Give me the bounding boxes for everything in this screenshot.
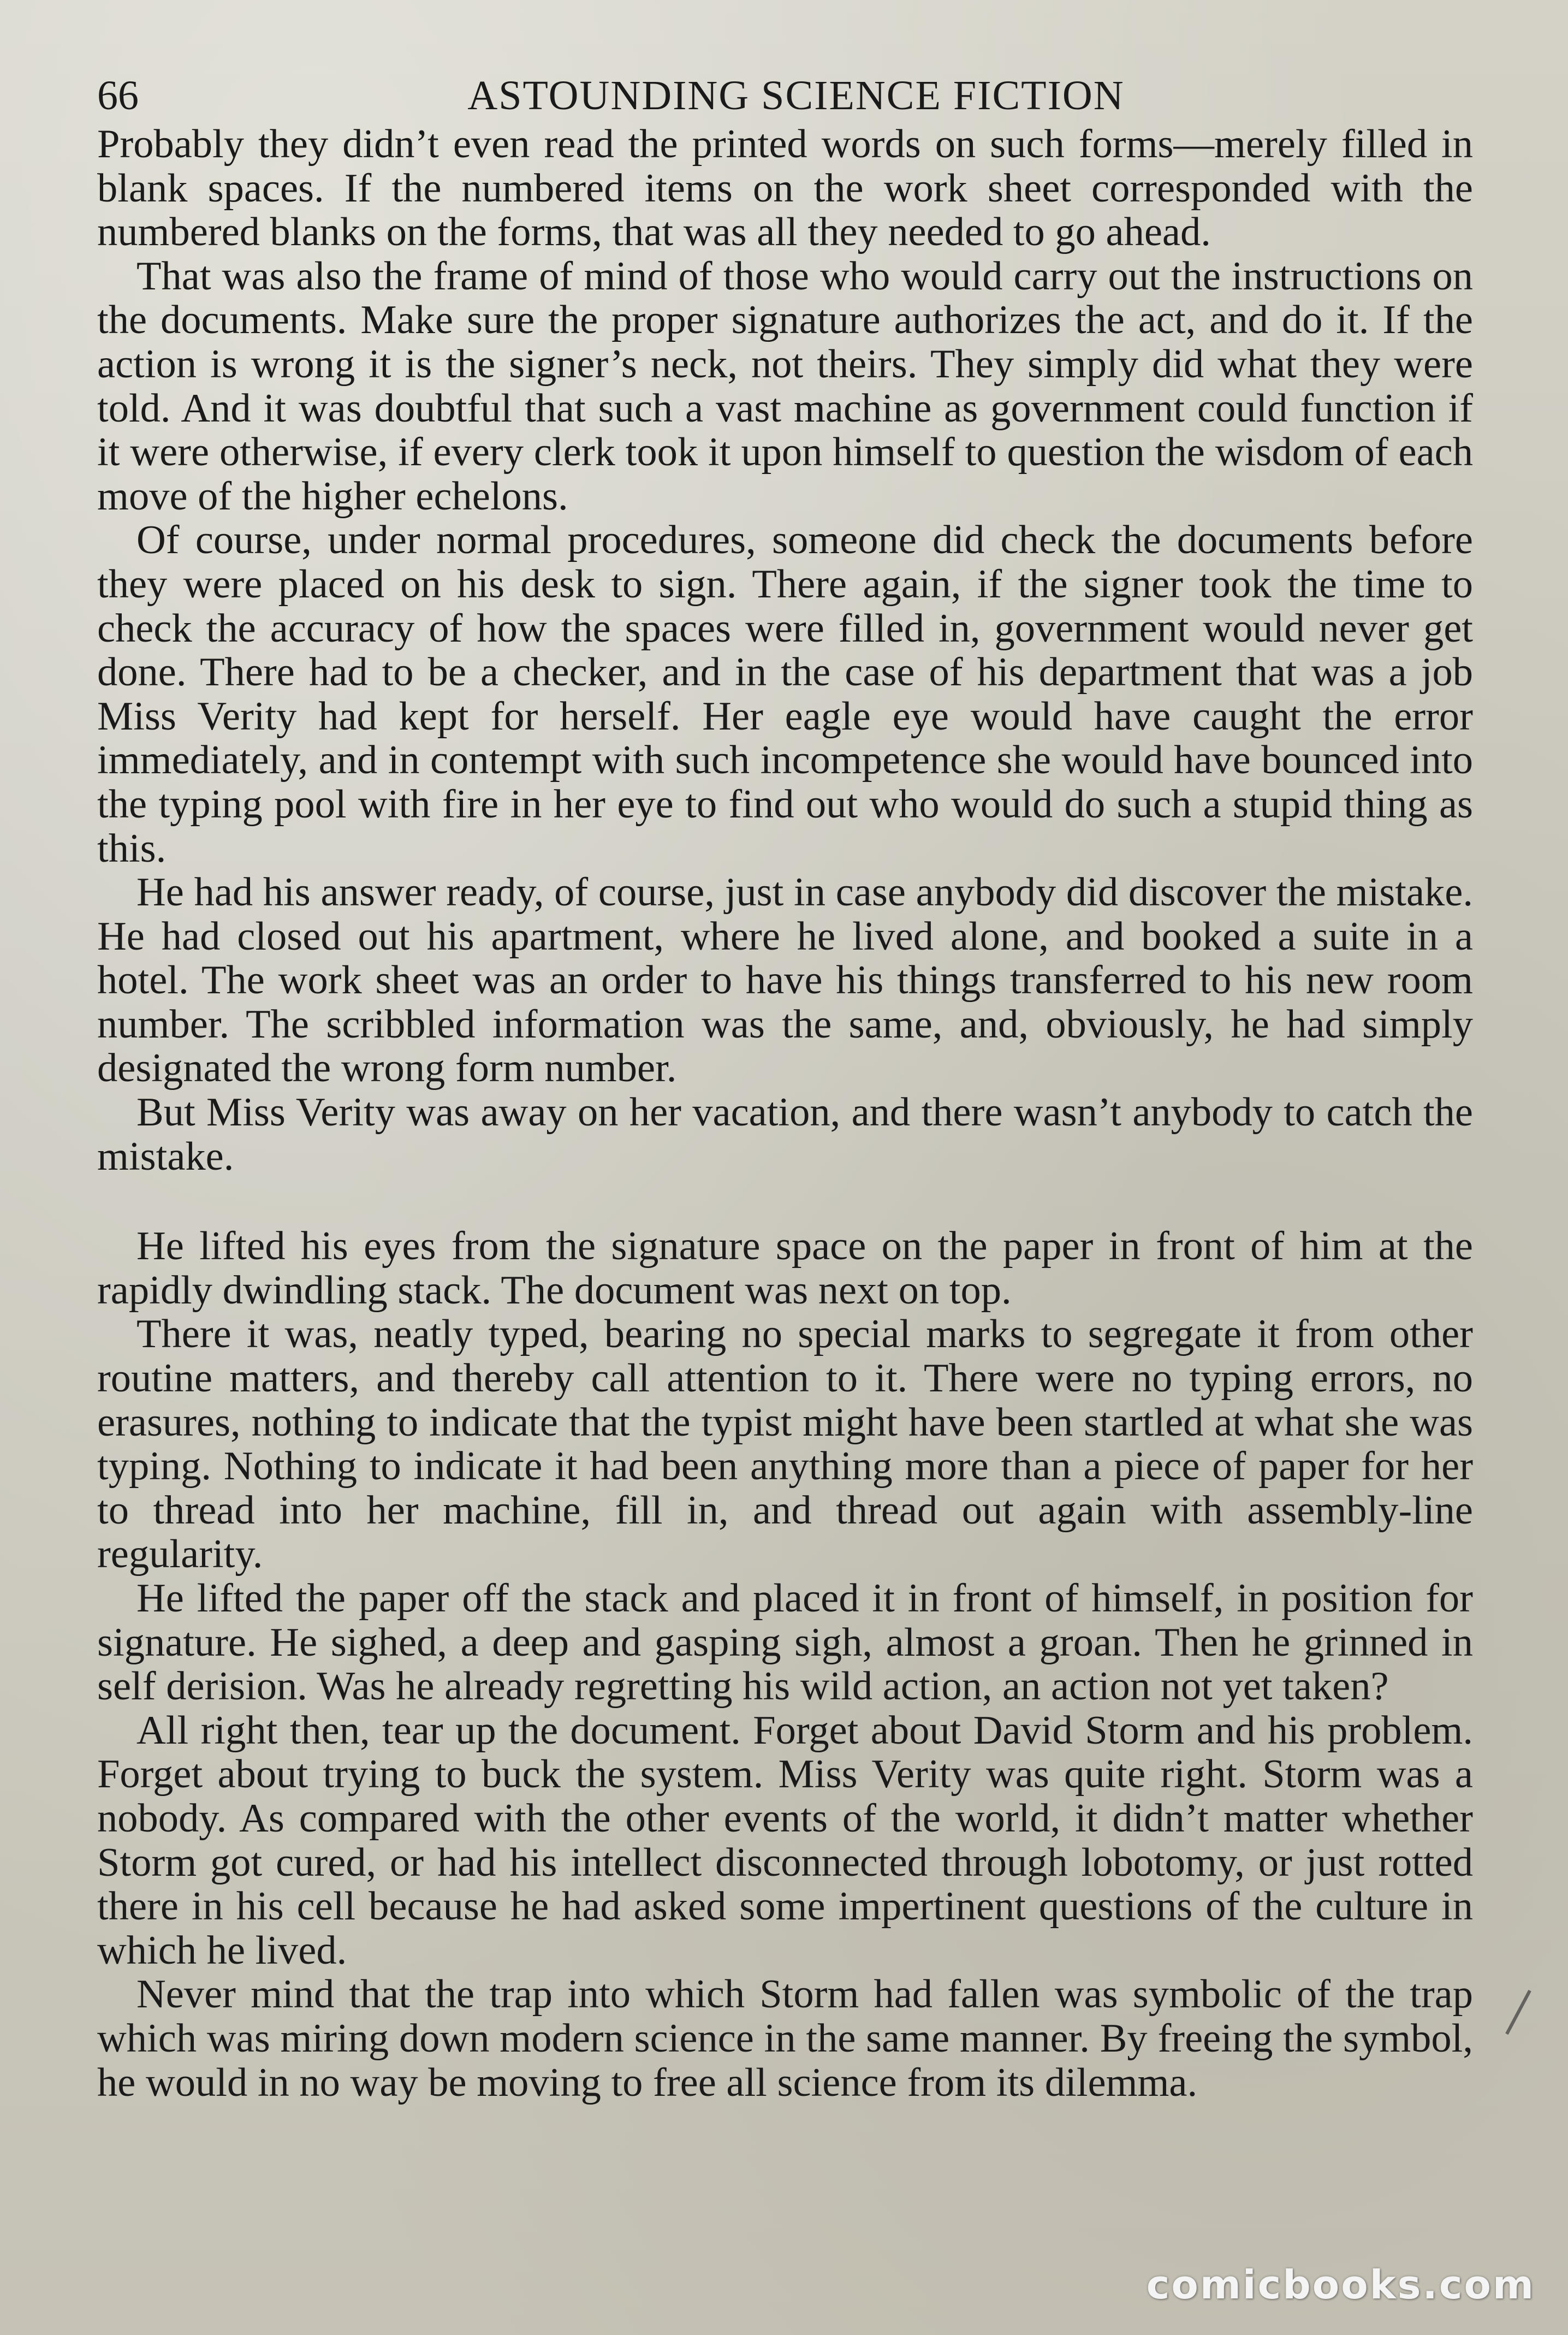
paragraph: Of course, under normal procedures, someone did check the documents before they were placed on his desk to sign. There again, if the signer took the time to check the accuracy of how the spaces were filled in, government would never get done. There had to be a checker, and in the case of his department that was a job Miss Verity had kept for herself. Her eagle eye would have caught the error immediately, and in contempt with such incompetence she would have bounced into the typing pool with fire in her eye to find out who would do such a stupid thing as this.	[97, 518, 1473, 871]
journal-title: ASTOUNDING SCIENCE FICTION	[467, 73, 1125, 118]
paragraph: That was also the frame of mind of those who would carry out the instructions on the documents. Make sure the proper signature authorizes the act, and do it. If the action is wrong it is the signer’s neck, not theirs. They simply did what they were told. And it was doubtful that such a vast machine as government could function if it were otherwise, if every clerk took it upon himself to question the wisdom of each move of the higher echelons.	[97, 253, 1473, 519]
page-number: 66	[97, 73, 139, 118]
paragraph: He had his answer ready, of course, just in case anybody did discover the mistake. He had closed out his apartment, where he lived alone, and booked a suite in a hotel. The work sheet was an order to have his things transferred to his new room number. The scribbled information was the same, and, obviously, he had simply designated the wrong form number.	[97, 870, 1473, 1091]
watermark: comicbooks.com	[1146, 2262, 1535, 2308]
paragraph: He lifted his eyes from the signature space on the paper in front of him at the rapidly dwindling stack. The document was next on top.	[97, 1224, 1473, 1313]
running-head	[97, 66, 1473, 126]
section-break	[97, 1178, 1473, 1224]
paragraph: He lifted the paper off the stack and placed it in front of himself, in position for signature. He sighed, a deep and gasping sigh, almost a groan. Then he grinned in self derision. Was he already regretting his wild action, an action not yet taken?	[97, 1576, 1473, 1709]
paragraph: There it was, neatly typed, bearing no special marks to segregate it from other routine matters, and thereby call attention to it. There were no typing errors, no erasures, nothing to indicate that the typist might have been startled at what she was typing. Nothing to indicate it had been anything more than a piece of paper for her to thread into her machine, fill in, and thread out again with assembly-line regularity.	[97, 1312, 1473, 1577]
paragraph: All right then, tear up the document. Forget about David Storm and his problem. Forget about trying to buck the system. Miss Verity was quite right. Storm was a nobody. As compared with the other events of the world, it didn’t matter whether Storm got cured, or had his intellect disconnected through lobotomy, or just rotted there in his cell because he had asked some impertinent questions of the culture in which he lived.	[97, 1708, 1473, 1973]
book-page	[97, 66, 1473, 2304]
paragraph: Probably they didn’t even read the printed words on such forms—merely filled in blank spaces. If the numbered items on the work sheet corresponded with the numbered blanks on the forms, that was all they needed to go ahead.	[97, 122, 1473, 255]
paragraph: Never mind that the trap into which Storm had fallen was symbolic of the trap which was miring down modern science in the same manner. By freeing the symbol, he would in no way be moving to free all science from its dilemma.	[97, 1972, 1473, 2105]
body-text	[97, 122, 1473, 2105]
pen-mark	[1505, 1990, 1531, 2035]
paragraph: But Miss Verity was away on her vacation, and there wasn’t anybody to catch the mistake.	[97, 1090, 1473, 1179]
